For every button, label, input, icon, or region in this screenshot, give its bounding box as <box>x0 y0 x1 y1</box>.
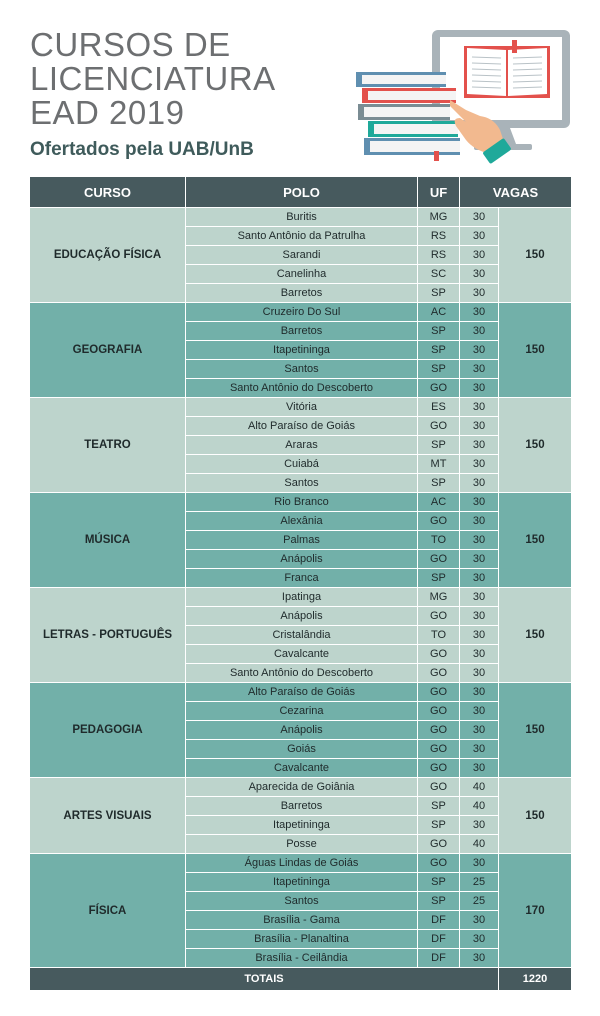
vagas-per-polo-cell: 30 <box>460 569 499 588</box>
vagas-per-polo-cell: 30 <box>460 949 499 968</box>
polo-cell: Rio Branco <box>186 493 418 512</box>
vagas-per-polo-cell: 30 <box>460 379 499 398</box>
polo-cell: Canelinha <box>186 265 418 284</box>
vagas-per-polo-cell: 40 <box>460 778 499 797</box>
illustration <box>354 26 574 166</box>
table-row <box>30 208 572 227</box>
vagas-per-polo-cell: 30 <box>460 417 499 436</box>
vagas-per-polo-cell: 30 <box>460 645 499 664</box>
totals-label: TOTAIS <box>30 968 499 991</box>
uf-cell: GO <box>418 512 460 531</box>
vagas-per-polo-cell: 25 <box>460 892 499 911</box>
vagas-per-polo-cell: 30 <box>460 911 499 930</box>
vagas-per-polo-cell: 30 <box>460 854 499 873</box>
uf-cell: MG <box>418 208 460 227</box>
vagas-per-polo-cell: 30 <box>460 227 499 246</box>
vagas-per-polo-cell: 30 <box>460 246 499 265</box>
polo-cell: Palmas <box>186 531 418 550</box>
vagas-per-polo-cell: 40 <box>460 835 499 854</box>
polo-cell: Itapetininga <box>186 341 418 360</box>
uf-cell: SP <box>418 892 460 911</box>
table-row <box>30 854 572 873</box>
uf-cell: RS <box>418 246 460 265</box>
vagas-per-polo-cell: 30 <box>460 474 499 493</box>
curso-cell: GEOGRAFIA <box>30 303 186 398</box>
uf-cell: SP <box>418 341 460 360</box>
title-line-2: LICENCIATURA <box>30 60 276 97</box>
header-vagas: VAGAS <box>460 177 572 208</box>
polo-cell: Barretos <box>186 797 418 816</box>
vagas-per-polo-cell: 30 <box>460 265 499 284</box>
polo-cell: Cezarina <box>186 702 418 721</box>
polo-cell: Santo Antônio do Descoberto <box>186 664 418 683</box>
vagas-per-polo-cell: 30 <box>460 588 499 607</box>
table-body <box>30 208 572 968</box>
uf-cell: GO <box>418 607 460 626</box>
vagas-total-cell: 150 <box>499 778 572 854</box>
curso-cell: EDUCAÇÃO FÍSICA <box>30 208 186 303</box>
vagas-per-polo-cell: 40 <box>460 797 499 816</box>
table-header-row <box>30 177 572 208</box>
vagas-total-cell: 150 <box>499 588 572 683</box>
title-line-3: EAD 2019 <box>30 94 185 131</box>
book-stack-icon <box>356 72 460 161</box>
uf-cell: GO <box>418 550 460 569</box>
vagas-per-polo-cell: 30 <box>460 398 499 417</box>
vagas-total-cell: 150 <box>499 398 572 493</box>
uf-cell: SP <box>418 436 460 455</box>
header-curso: CURSO <box>30 177 186 208</box>
vagas-per-polo-cell: 30 <box>460 816 499 835</box>
polo-cell: Goiás <box>186 740 418 759</box>
uf-cell: SP <box>418 474 460 493</box>
uf-cell: DF <box>418 930 460 949</box>
title-line-1: CURSOS DE <box>30 26 231 63</box>
polo-cell: Cruzeiro Do Sul <box>186 303 418 322</box>
uf-cell: GO <box>418 778 460 797</box>
polo-cell: Anápolis <box>186 721 418 740</box>
table-row <box>30 493 572 512</box>
polo-cell: Brasília - Planaltina <box>186 930 418 949</box>
uf-cell: TO <box>418 531 460 550</box>
vagas-per-polo-cell: 30 <box>460 341 499 360</box>
polo-cell: Buritis <box>186 208 418 227</box>
uf-cell: GO <box>418 759 460 778</box>
vagas-per-polo-cell: 30 <box>460 721 499 740</box>
polo-cell: Anápolis <box>186 550 418 569</box>
uf-cell: GO <box>418 702 460 721</box>
vagas-per-polo-cell: 30 <box>460 360 499 379</box>
polo-cell: Cavalcante <box>186 759 418 778</box>
uf-cell: GO <box>418 417 460 436</box>
page-subtitle: Ofertados pela UAB/UnB <box>30 139 254 160</box>
vagas-per-polo-cell: 30 <box>460 607 499 626</box>
curso-cell: LETRAS - PORTUGUÊS <box>30 588 186 683</box>
table-row <box>30 398 572 417</box>
polo-cell: Aparecida de Goiânia <box>186 778 418 797</box>
vagas-per-polo-cell: 30 <box>460 664 499 683</box>
totals-value: 1220 <box>499 968 572 991</box>
vagas-per-polo-cell: 30 <box>460 493 499 512</box>
vagas-per-polo-cell: 30 <box>460 512 499 531</box>
polo-cell: Vitória <box>186 398 418 417</box>
courses-table <box>29 176 572 991</box>
vagas-per-polo-cell: 30 <box>460 208 499 227</box>
vagas-per-polo-cell: 30 <box>460 683 499 702</box>
uf-cell: DF <box>418 949 460 968</box>
vagas-per-polo-cell: 30 <box>460 702 499 721</box>
uf-cell: SP <box>418 797 460 816</box>
polo-cell: Anápolis <box>186 607 418 626</box>
uf-cell: SP <box>418 873 460 892</box>
open-book-icon <box>464 40 550 98</box>
vagas-per-polo-cell: 30 <box>460 759 499 778</box>
polo-cell: Barretos <box>186 284 418 303</box>
table-row <box>30 778 572 797</box>
polo-cell: Santos <box>186 360 418 379</box>
uf-cell: GO <box>418 740 460 759</box>
uf-cell: TO <box>418 626 460 645</box>
polo-cell: Brasília - Ceilândia <box>186 949 418 968</box>
polo-cell: Santos <box>186 474 418 493</box>
uf-cell: AC <box>418 493 460 512</box>
uf-cell: SP <box>418 360 460 379</box>
vagas-per-polo-cell: 30 <box>460 531 499 550</box>
curso-cell: MÚSICA <box>30 493 186 588</box>
vagas-per-polo-cell: 30 <box>460 284 499 303</box>
polo-cell: Posse <box>186 835 418 854</box>
vagas-per-polo-cell: 30 <box>460 550 499 569</box>
polo-cell: Cavalcante <box>186 645 418 664</box>
uf-cell: RS <box>418 227 460 246</box>
uf-cell: ES <box>418 398 460 417</box>
curso-cell: ARTES VISUAIS <box>30 778 186 854</box>
polo-cell: Santo Antônio da Patrulha <box>186 227 418 246</box>
vagas-per-polo-cell: 30 <box>460 303 499 322</box>
vagas-per-polo-cell: 30 <box>460 322 499 341</box>
polo-cell: Sarandi <box>186 246 418 265</box>
uf-cell: GO <box>418 379 460 398</box>
polo-cell: Alto Paraíso de Goiás <box>186 417 418 436</box>
vagas-total-cell: 150 <box>499 208 572 303</box>
uf-cell: SP <box>418 816 460 835</box>
polo-cell: Itapetininga <box>186 816 418 835</box>
polo-cell: Alto Paraíso de Goiás <box>186 683 418 702</box>
uf-cell: DF <box>418 911 460 930</box>
polo-cell: Alexânia <box>186 512 418 531</box>
uf-cell: MG <box>418 588 460 607</box>
uf-cell: SP <box>418 569 460 588</box>
polo-cell: Santo Antônio do Descoberto <box>186 379 418 398</box>
uf-cell: MT <box>418 455 460 474</box>
uf-cell: GO <box>418 664 460 683</box>
vagas-per-polo-cell: 30 <box>460 436 499 455</box>
table-row <box>30 683 572 702</box>
vagas-total-cell: 150 <box>499 303 572 398</box>
polo-cell: Barretos <box>186 322 418 341</box>
uf-cell: GO <box>418 835 460 854</box>
uf-cell: GO <box>418 645 460 664</box>
polo-cell: Cristalândia <box>186 626 418 645</box>
polo-cell: Cuiabá <box>186 455 418 474</box>
polo-cell: Araras <box>186 436 418 455</box>
vagas-per-polo-cell: 30 <box>460 626 499 645</box>
polo-cell: Brasília - Gama <box>186 911 418 930</box>
vagas-total-cell: 150 <box>499 683 572 778</box>
uf-cell: SP <box>418 322 460 341</box>
curso-cell: TEATRO <box>30 398 186 493</box>
header-polo: POLO <box>186 177 418 208</box>
vagas-per-polo-cell: 25 <box>460 873 499 892</box>
header-uf: UF <box>418 177 460 208</box>
vagas-per-polo-cell: 30 <box>460 455 499 474</box>
polo-cell: Franca <box>186 569 418 588</box>
table-row <box>30 303 572 322</box>
table-row <box>30 588 572 607</box>
page-title <box>30 28 276 130</box>
uf-cell: SC <box>418 265 460 284</box>
uf-cell: SP <box>418 284 460 303</box>
vagas-total-cell: 170 <box>499 854 572 968</box>
totals-row <box>30 968 572 991</box>
uf-cell: GO <box>418 683 460 702</box>
polo-cell: Ipatinga <box>186 588 418 607</box>
vagas-total-cell: 150 <box>499 493 572 588</box>
polo-cell: Santos <box>186 892 418 911</box>
vagas-per-polo-cell: 30 <box>460 740 499 759</box>
uf-cell: AC <box>418 303 460 322</box>
polo-cell: Águas Lindas de Goiás <box>186 854 418 873</box>
uf-cell: GO <box>418 854 460 873</box>
uf-cell: GO <box>418 721 460 740</box>
curso-cell: PEDAGOGIA <box>30 683 186 778</box>
vagas-per-polo-cell: 30 <box>460 930 499 949</box>
curso-cell: FÍSICA <box>30 854 186 968</box>
polo-cell: Itapetininga <box>186 873 418 892</box>
